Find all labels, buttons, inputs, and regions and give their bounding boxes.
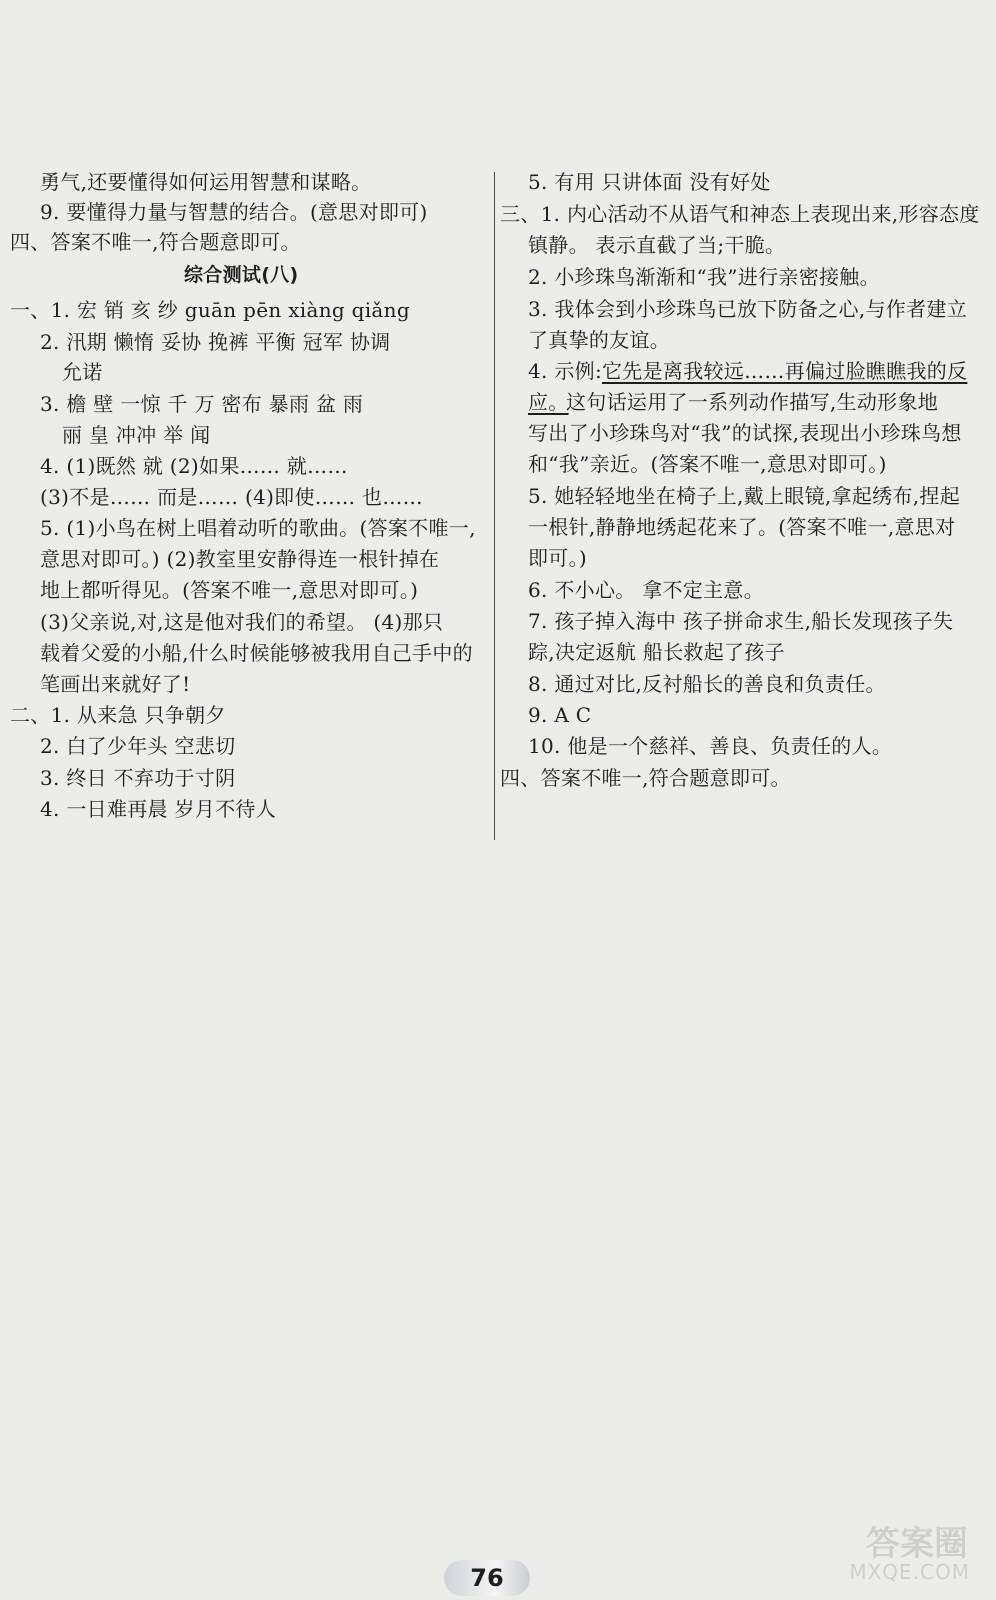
text-line: 6. 不小心。 拿不定主意。 <box>528 578 764 602</box>
watermark-logo <box>798 1510 978 1590</box>
text-line: 3. 我体会到小珍珠鸟已放下防备之心,与作者建立 <box>528 297 967 321</box>
text-line: 载着父爱的小船,什么时候能够被我用自己手中的 <box>40 641 473 665</box>
column-divider <box>494 172 495 840</box>
text-line: 5. (1)小鸟在树上唱着动听的歌曲。(答案不唯一, <box>40 516 476 540</box>
underlined-quote: 应。 <box>528 390 569 414</box>
text-line: 丽 皇 冲冲 举 闻 <box>62 423 211 447</box>
section-title: 综合测试(八) <box>184 264 299 286</box>
text-line: 3. 檐 壁 一惊 千 万 密布 暴雨 盆 雨 <box>40 392 364 416</box>
text-line: (3)父亲说,对,这是他对我们的希望。 (4)那只 <box>40 610 444 634</box>
text-line: 和“我”亲近。(答案不唯一,意思对即可。) <box>528 452 887 476</box>
text-line: 7. 孩子掉入海中 孩子拼命求生,船长发现孩子失 <box>528 609 954 633</box>
text-line: 了真挚的友谊。 <box>528 328 671 352</box>
page-number: 76 <box>444 1560 530 1596</box>
text-line: 这句话运用了一系列动作描写,生动形象地 <box>566 390 939 414</box>
text-line: 三、1. 内心活动不从语气和神态上表现出来,形容态度 <box>500 202 980 226</box>
text-line: 2. 小珍珠鸟渐渐和“我”进行亲密接触。 <box>528 265 880 289</box>
text-line: 一、1. 宏 销 亥 纱 guān pēn xiàng qiǎng <box>10 298 410 322</box>
text-line: 笔画出来就好了! <box>40 672 191 696</box>
text-line: 写出了小珍珠鸟对“我”的试探,表现出小珍珠鸟想 <box>528 421 962 445</box>
text-line: 地上都听得见。(答案不唯一,意思对即可。) <box>40 578 419 602</box>
text-line: 4. 示例: <box>528 359 602 383</box>
text-line: 镇静。 表示直截了当;干脆。 <box>528 233 786 257</box>
text-line: 2. 汛期 懒惰 妥协 挽裤 平衡 冠军 协调 <box>40 330 391 354</box>
text-line: 2. 白了少年头 空悲切 <box>40 734 236 758</box>
text-line: 4. 一日难再晨 岁月不待人 <box>40 797 276 821</box>
text-line: 一根针,静静地绣起花来了。(答案不唯一,意思对 <box>528 515 956 539</box>
text-line: 8. 通过对比,反衬船长的善良和负责任。 <box>528 672 886 696</box>
text-line: 4. (1)既然 就 (2)如果…… 就…… <box>40 454 348 478</box>
text-line: 9. 要懂得力量与智慧的结合。(意思对即可) <box>40 200 428 224</box>
text-line: 3. 终日 不弃功于寸阴 <box>40 766 236 790</box>
text-line: 勇气,还要懂得如何运用智慧和谋略。 <box>40 170 372 194</box>
underlined-quote: 它先是离我较远……再偏过脸瞧瞧我的反 <box>602 359 968 383</box>
text-line: 踪,决定返航 船长救起了孩子 <box>528 640 785 664</box>
text-line: 四、答案不唯一,符合题意即可。 <box>500 766 791 790</box>
watermark-text: 答案圈 <box>866 1524 968 1564</box>
text-line: 四、答案不唯一,符合题意即可。 <box>10 230 301 254</box>
text-line: 9. A C <box>528 703 592 727</box>
text-line: 5. 她轻轻地坐在椅子上,戴上眼镜,拿起绣布,捏起 <box>528 484 961 508</box>
text-line: 允诺 <box>62 360 103 384</box>
watermark-url: MXQE.COM <box>849 1560 970 1584</box>
text-line: 即可。) <box>528 546 588 570</box>
text-line: 5. 有用 只讲体面 没有好处 <box>528 170 771 194</box>
text-line: 10. 他是一个慈祥、善良、负责任的人。 <box>528 734 893 758</box>
text-line: (3)不是…… 而是…… (4)即使…… 也…… <box>40 485 423 509</box>
text-line: 二、1. 从来急 只争朝夕 <box>10 703 226 727</box>
text-line: 意思对即可。) (2)教室里安静得连一根针掉在 <box>40 547 440 571</box>
